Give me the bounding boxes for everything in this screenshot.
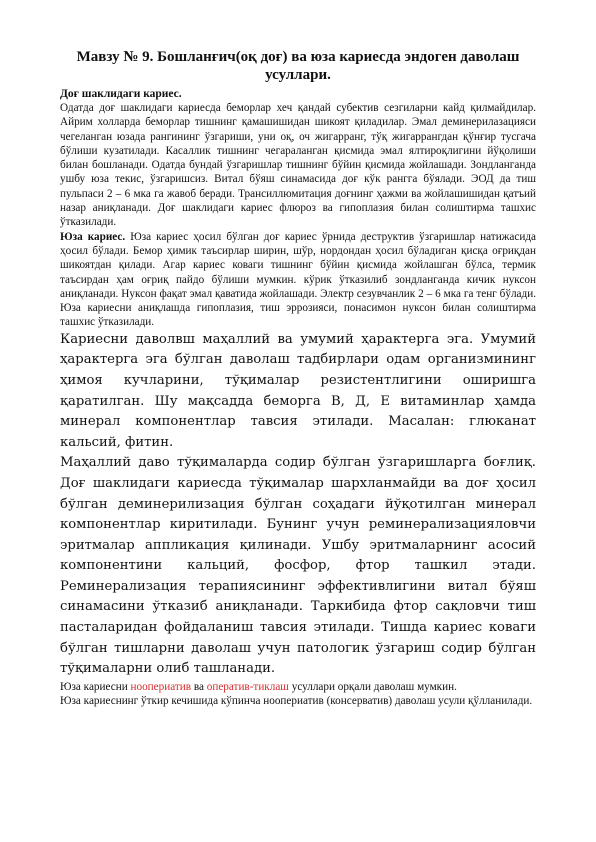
paragraph-superficial-caries [60, 230, 536, 330]
document-title: Мавзу № 9. Бошланғич(оқ доғ) ва юза кариесда эндоген даволаш усуллари. [76, 49, 520, 83]
methods-text-after: усуллари орқали даволаш мумкин. [288, 680, 457, 693]
superficial-caries-text: Юза кариес ҳосил бўлган доғ кариес ўрнида деструктив ўзгаришлар натижасида ҳосил бўлади. Бемор ҳимик таъсирлар ширин, шўр, нордондан ҳосил бўладиган қисқа оғриқдан шикоятдан қилади. Агар кариес коваги тишнинг бўйин қисмида жойлашган бўлса, термик таъсирдан ҳам оғриқ пайдо бўлиши мумкин. кўрик ўтказилиб зондланганда кичик нуксон аниқланади. Нуксон фақат эмал қаватида жойлашади. Электр сезувчанлик 2 – 6 мка га тенг бўлади. Юза кариесни аниқлашда гипоплазия, тиш эррозияси, понасимон нуксон билан солиштирма ташхис ўтказилади. [60, 230, 536, 329]
paragraph-spot-caries: Одатда доғ шаклидаги кариесда беморлар хеч қандай субектив сезгиларни кайд қилмайдилар. Айрим холларда беморлар тишнинг қамашишидан шикоят қиладилар. Эмал деминерилазацияси чегеланган юзада рангининг ўзгариши, уни оқ, оч жигарранг, тўқ жигаррангдан қўнғир тусгача бўлиши кузатилади. Касаллик тишнинг чегараланган қисмида эмал ялтироқлигини йўқолиши билан бошланади. Одатда бундай ўзгаришлар тишнинг бўйин қисмида жойлашади. Зондланганда ушбу юза текис, ўзгаришсиз. Витал бўяш синамасида доғ кўк рангга бўялади. ЭОД да тиш пульпаси 2 – 6 мка га жавоб беради. Трансиллюмитация доғнинг ҳажми ва жойлашишидан қатъий назар аниқланади. Доғ шаклидаги кариес флюроз ва гипоплазия билан солиштирма ташхис ўтказилади. [60, 102, 536, 229]
highlight-operative: оператив-тиклаш [206, 680, 289, 693]
paragraph-local-treatment: Маҳаллий даво тўқималарда содир бўлган ўзгаришларга боғлиқ. Доғ шаклидаги кариесда тўқималар шархланмайди ва доғ ҳосил бўлган деминерилизация бўлган соҳадаги йўқотилган минерал компонентлар киритилади. Бунинг учун реминерализацияловчи эритмалар аппликация қилинади. Ушбу эритмаларнинг асосий компонентини кальций, фосфор, фтор ташкил этади. Реминерализация терапиясининг эффективлигини витал бўяш синамасини ўтказиб аниқланади. Таркибида фтор сақловчи тиш пасталаридан фойдаланиш тавсия этилади. Тишда кариес коваги бўлган тишларни даволаш учун патологик ўзгариш содир бўлган тўқималарни олиб ташланади. [60, 455, 536, 677]
paragraph-general-treatment: Кариесни даволвш маҳаллий ва умумий ҳарактерга эга. Умумий ҳарактерга эга бўлган даволаш тадбирлари одам организмининг ҳимоя кучларини, тўқималар резистентлигини оширишга қаратилган. Шу мақсадда беморга В, Д, Е витаминлар ҳамда минерал компонентлар тавсия этилади. Масалан: глюканат кальсий, фитин. [60, 331, 536, 450]
paragraph-treatment-methods [60, 680, 536, 694]
superficial-caries-lead: Юза кариес. [60, 230, 126, 243]
section-heading-spot-caries: Доғ шаклидаги кариес. [60, 88, 182, 100]
paragraph-acute-course: Юза кариеснинг ўткир кечишида кўпинча ноопериатив (консерватив) даволаш усули қўлланилади. [60, 695, 533, 708]
document-page [60, 48, 536, 708]
methods-text-middle: ва [191, 680, 207, 693]
highlight-noninvasive: ноопериатив [130, 680, 192, 693]
methods-text-before: Юза кариесни [60, 680, 131, 693]
